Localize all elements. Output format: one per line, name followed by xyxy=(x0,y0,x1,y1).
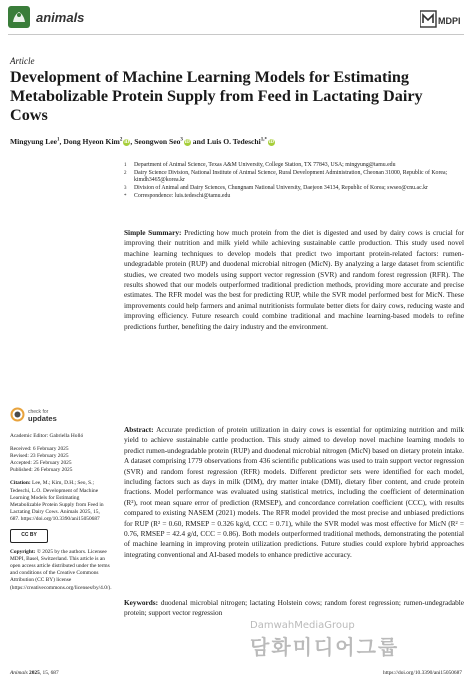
citation xyxy=(10,480,110,523)
affiliation-item xyxy=(124,162,464,169)
affiliations xyxy=(124,162,464,200)
keywords-text: duodenal microbial nitrogen; lactating Holstein cows; random forest regression; rumen-undegradable protein; support vector regression xyxy=(124,598,464,618)
orcid-icon[interactable]: iD xyxy=(269,139,275,145)
affiliation-item xyxy=(124,185,464,192)
simple-summary-heading: Simple Summary: xyxy=(124,228,182,237)
revised-date: Revised: 23 February 2025 xyxy=(10,453,69,460)
author-name[interactable]: Mingyung Lee xyxy=(10,137,58,146)
check-updates-line1: check for xyxy=(28,409,49,415)
affiliation-number: 3 xyxy=(124,185,127,191)
article-sidebar xyxy=(10,407,110,598)
author-affiliation-marker: 2 xyxy=(119,137,123,143)
copyright-label: Copyright: xyxy=(10,549,36,556)
journal-name: animals xyxy=(36,10,85,25)
watermark-line1: DamwahMediaGroup xyxy=(250,620,355,631)
author-name[interactable]: Luis O. Tedeschi xyxy=(206,137,261,146)
citation-label: Citation: xyxy=(10,480,31,487)
abstract xyxy=(124,425,464,560)
publisher-name: MDPI xyxy=(438,16,461,26)
affiliation-text: Correspondence: luis.tedeschi@tamu.edu xyxy=(134,192,231,199)
accepted-date: Accepted: 25 February 2025 xyxy=(10,460,72,467)
author-separator: and xyxy=(190,137,207,146)
author-name[interactable]: Dong Hyeon Kim xyxy=(63,137,120,146)
article-dates xyxy=(10,446,110,474)
footer-doi-link[interactable]: https://doi.org/10.3390/ani15050687 xyxy=(383,670,462,676)
keywords xyxy=(124,598,464,619)
keywords-heading: Keywords: xyxy=(124,598,159,607)
article-type: Article xyxy=(10,56,35,66)
orcid-icon[interactable]: iD xyxy=(184,139,190,145)
orcid-icon[interactable]: iD xyxy=(124,139,130,145)
article-title: Development of Machine Learning Models for Estimating Metabolizable Protein Supply from Feed in Lactating Dairy Cows xyxy=(10,68,423,124)
footer-journal: Animals xyxy=(10,670,28,676)
journal-logo-icon xyxy=(8,6,30,28)
simple-summary xyxy=(124,228,464,332)
header-divider xyxy=(8,34,464,35)
watermark xyxy=(250,620,399,660)
author-affiliation-marker: 3 xyxy=(180,137,183,143)
affiliation-text: Department of Animal Science, Texas A&M University, College Station, TX 77843, USA; mingyung@tamu.edu xyxy=(134,162,396,168)
abstract-text: Accurate prediction of protein utilization in dairy cows is essential for optimizing nutrition and milk yield to achieve sustainable cattle production. This study aimed to develop novel machine learning models to predict rumen-undegradable protein (RUP) and duodenal microbial nitrogen (MicN) based on dietary protein intake. A dataset comprising 1779 observations from 436 scientific publications was used to train support vector regression (SVR) and random forest regression (RFR) models. Different predictor sets were identified for each model, including factors such as days in milk (DIM), dry matter intake (DMI), dietary fiber content, and crude protein fractions. Model performance was evaluated using statistical metrics, including the coefficient of determination (R²), root mean square error of prediction (RMSEP), and concordance correlation coefficient (CCC), with results compared to existing NASEM (2021) models. The RFR model provided the most precise and unbiased predictions for RUP (R² = 0.60, RMSEP = 0.326 kg/d, CCC = 0.71), while the SVR model was most effective for MicN (R² = 0.76, RMSEP = 42.4 g/d, CCC = 0.86). Both models outperformed traditional methods, demonstrating the potential of machine learning in improving protein utilization predictions. Future studies could explore hybrid approaches integrating conventional and AI-based models to enhance predictive accuracy. xyxy=(124,425,465,559)
cc-by-license-icon[interactable]: CC BY xyxy=(10,529,48,543)
published-date: Published: 26 February 2025 xyxy=(10,467,73,474)
abstract-heading: Abstract: xyxy=(124,425,154,434)
author-separator: , xyxy=(130,137,135,146)
copyright xyxy=(10,549,110,592)
author-separator: , xyxy=(59,137,64,146)
author-name[interactable]: Seongwon Seo xyxy=(134,137,181,146)
author-affiliation-marker: 1,* xyxy=(260,137,268,143)
affiliation-number: 1 xyxy=(124,163,127,168)
academic-editor: Academic Editor: Gabriella Holló xyxy=(10,433,84,439)
citation-text: Lee, M.; Kim, D.H.; Seo, S.; Tedeschi, L.O. Development of Machine Learning Models for Estimating Metabolizable Protein Supply from Feed in Lactating Dairy Cows. Animals 2025, 15, 687. https://doi.org/10.3390/ani15050687 xyxy=(10,480,104,522)
affiliation-number: 2 xyxy=(124,170,127,176)
check-updates-icon xyxy=(10,407,25,422)
copyright-text: © 2025 by the authors. Licensee MDPI, Basel, Switzerland. This article is an open access article distributed under the terms and conditions of the Creative Commons Attribution (CC BY) license (https://creativecommons.org/licenses/by/4.0/). xyxy=(10,549,112,591)
footer-citation xyxy=(10,670,59,676)
author-list xyxy=(10,137,460,146)
watermark-line2: 담화미디어그룹 xyxy=(250,635,400,659)
footer-year: 2025 xyxy=(29,670,40,676)
author-affiliation-marker: 1 xyxy=(57,137,60,143)
check-updates-line2: updates xyxy=(28,414,57,423)
affiliation-text: Dairy Science Division, National Institute of Animal Science, Rural Development Administration, Cheonan 31000, Republic of Korea; kimdh3465@korea.kr xyxy=(134,169,448,183)
affiliation-item xyxy=(124,193,464,200)
mdpi-logo-icon[interactable] xyxy=(420,8,462,30)
affiliation-text: Division of Animal and Dairy Sciences, Chungnam National University, Daejeon 34134, Republic of Korea; swseo@cnu.ac.kr xyxy=(134,184,428,191)
affiliation-number: * xyxy=(124,193,127,199)
check-for-updates-button[interactable] xyxy=(10,407,110,427)
affiliation-item xyxy=(124,170,464,184)
received-date: Received: 6 February 2025 xyxy=(10,446,69,453)
footer-volume-page: , 15, 687 xyxy=(39,670,59,676)
simple-summary-text: Predicting how much protein from the diet is digested and used by dairy cows is crucial for improving their nutrition and milk yield while achieving sustainable cattle production. This study used novel machine learning techniques to develop models that predict two important protein-related factors: rumen-undegradable protein (RUP) and duodenal microbial nitrogen (MicN). By analyzing a large dataset from scientific studies, we created two models using support vector regression (SVR) and random forest regression (RFR). The results showed that our models outperformed traditional prediction methods, providing more accurate and precise estimates. The RFR model was the best for predicting RUP, while the SVR model performed best for MicN. These improvements could help farmers and animal nutritionists formulate better diets for dairy cows, reducing waste and improving efficiency. Future research could combine traditional and machine learning-based models to refine predictions further, benefiting the dairy industry and the environment. xyxy=(124,228,464,331)
